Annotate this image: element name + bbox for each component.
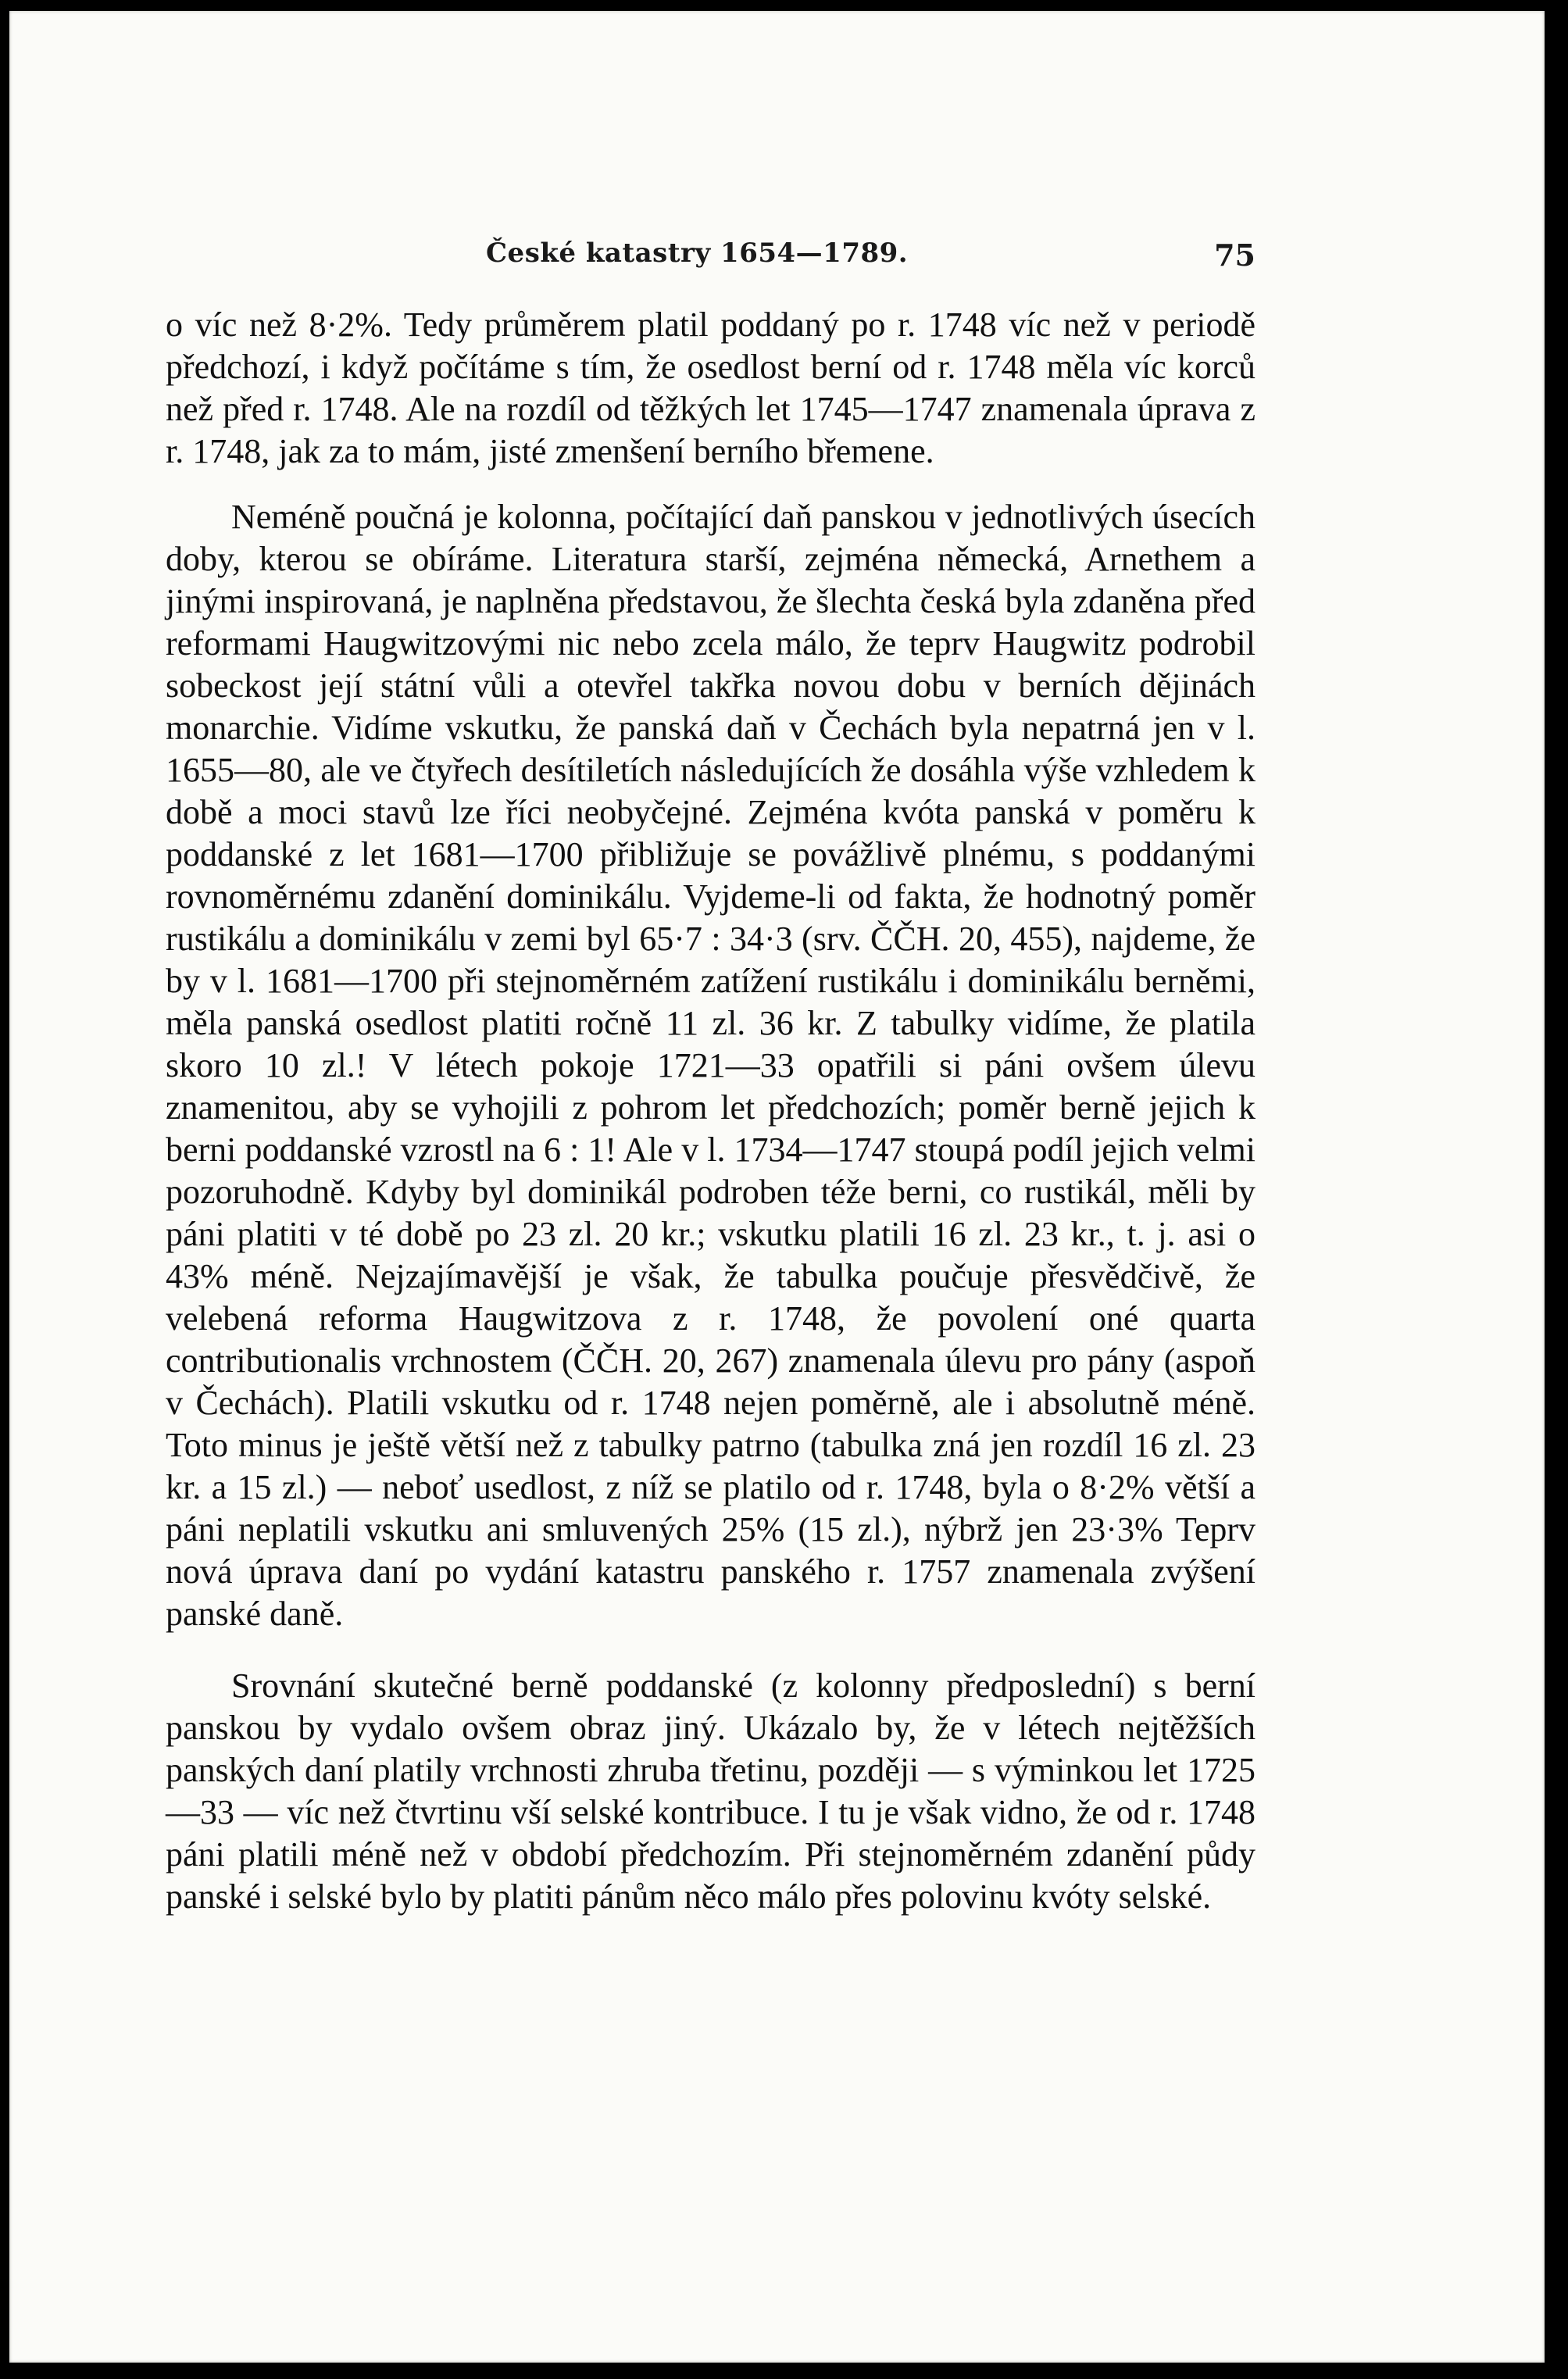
running-head: [166, 238, 1255, 281]
book-page: [9, 11, 1545, 2363]
page-number: 75: [1214, 238, 1255, 273]
paragraph-3: Srovnání skutečné berně poddanské (z kolonny předposlední) s berní panskou by vydalo ovšem obraz jiný. Ukázalo by, že v létech nejtěžších panských daní platily vrchnosti zhruba třetinu, později — s výminkou let 1725—33 — víc než čtvrtinu vší selské kontribuce. I tu je však vidno, že od r. 1748 páni platili méně než v období předchozím. Při stejnoměrném zdanění půdy panské i selské bylo by platiti pánům něco málo přes polovinu kvóty selské.: [166, 1666, 1255, 1916]
body-text: [166, 304, 1255, 1918]
paragraph-1: o víc než 8·2%. Tedy průměrem platil poddaný po r. 1748 víc než v periodě předchozí, i když počítáme s tím, že osedlost berní od r. 1748 měla víc korců než před r. 1748. Ale na rozdíl od těžkých let 1745—1747 znamenala úprava z r. 1748, jak za to mám, jisté zmenšení berního břemene.: [166, 305, 1255, 470]
paragraph-2: Neméně poučná je kolonna, počítající daň panskou v jednotlivých úsecích doby, kterou se obíráme. Literatura starší, zejména německá, Arnethem a jinými inspirovaná, je naplněna představou, že šlechta česká byla zdaněna před reformami Haugwitzovými nic nebo zcela málo, že teprv Haugwitz podrobil sobeckost její státní vůli a otevřel takřka novou dobu v berních dějinách monarchie. Vidíme vskutku, že panská daň v Čechách byla nepatrná jen v l. 1655—80, ale ve čtyřech desítiletích následujících že dosáhla výše vzhledem k době a moci stavů lze říci neobyčejné. Zejména kvóta panská v poměru k poddanské z let 1681—1700 přibližuje se povážlivě plnému, s poddanými rovnoměrnému zdanění dominikálu. Vyjdeme-li od fakta, že hodnotný poměr rustikálu a dominikálu v zemi byl 65·7 : 34·3 (srv. ČČH. 20, 455), najdeme, že by v l. 1681—1700 při stejnoměrném zatížení rustikálu i dominikálu berněmi, měla panská osedlost platiti ročně 11 zl. 36 kr. Z tabulky vidíme, že platila skoro 10 zl.! V létech pokoje 1721—33 opatřili si páni ovšem úlevu znamenitou, aby se vyhojili z pohrom let předchozích; poměr berně jejich k berni poddanské vzrostl na 6 : 1! Ale v l. 1734—1747 stoupá podíl jejich velmi pozoruhodně. Kdyby byl dominikál podroben téže berni, co rustikál, měli by páni platiti v té době po 23 zl. 20 kr.; vskutku platili 16 zl. 23 kr., t. j. asi o 43% méně. Nejzajímavější je však, že tabulka poučuje přesvědčivě, že velebená reforma Haugwitzova z r. 1748, že povolení oné quarta contributionalis vrchnostem (ČČH. 20, 267) znamenala úlevu pro pány (aspoň v Čechách). Platili vskutku od r. 1748 nejen poměrně, ale i absolutně méně. Toto minus je ještě větší než z tabulky patrno (tabulka zná jen rozdíl 16 zl. 23 kr. a 15 zl.) — neboť usedlost, z níž se platilo od r. 1748, byla o 8·2% větší a páni neplatili vskutku ani smluvených 25% (15 zl.), nýbrž jen 23·3% Teprv nová úprava daní po vydání katastru panského r. 1757 znamenala zvýšení panské daně.: [166, 498, 1255, 1633]
running-title: České katastry 1654—1789.: [486, 238, 909, 269]
